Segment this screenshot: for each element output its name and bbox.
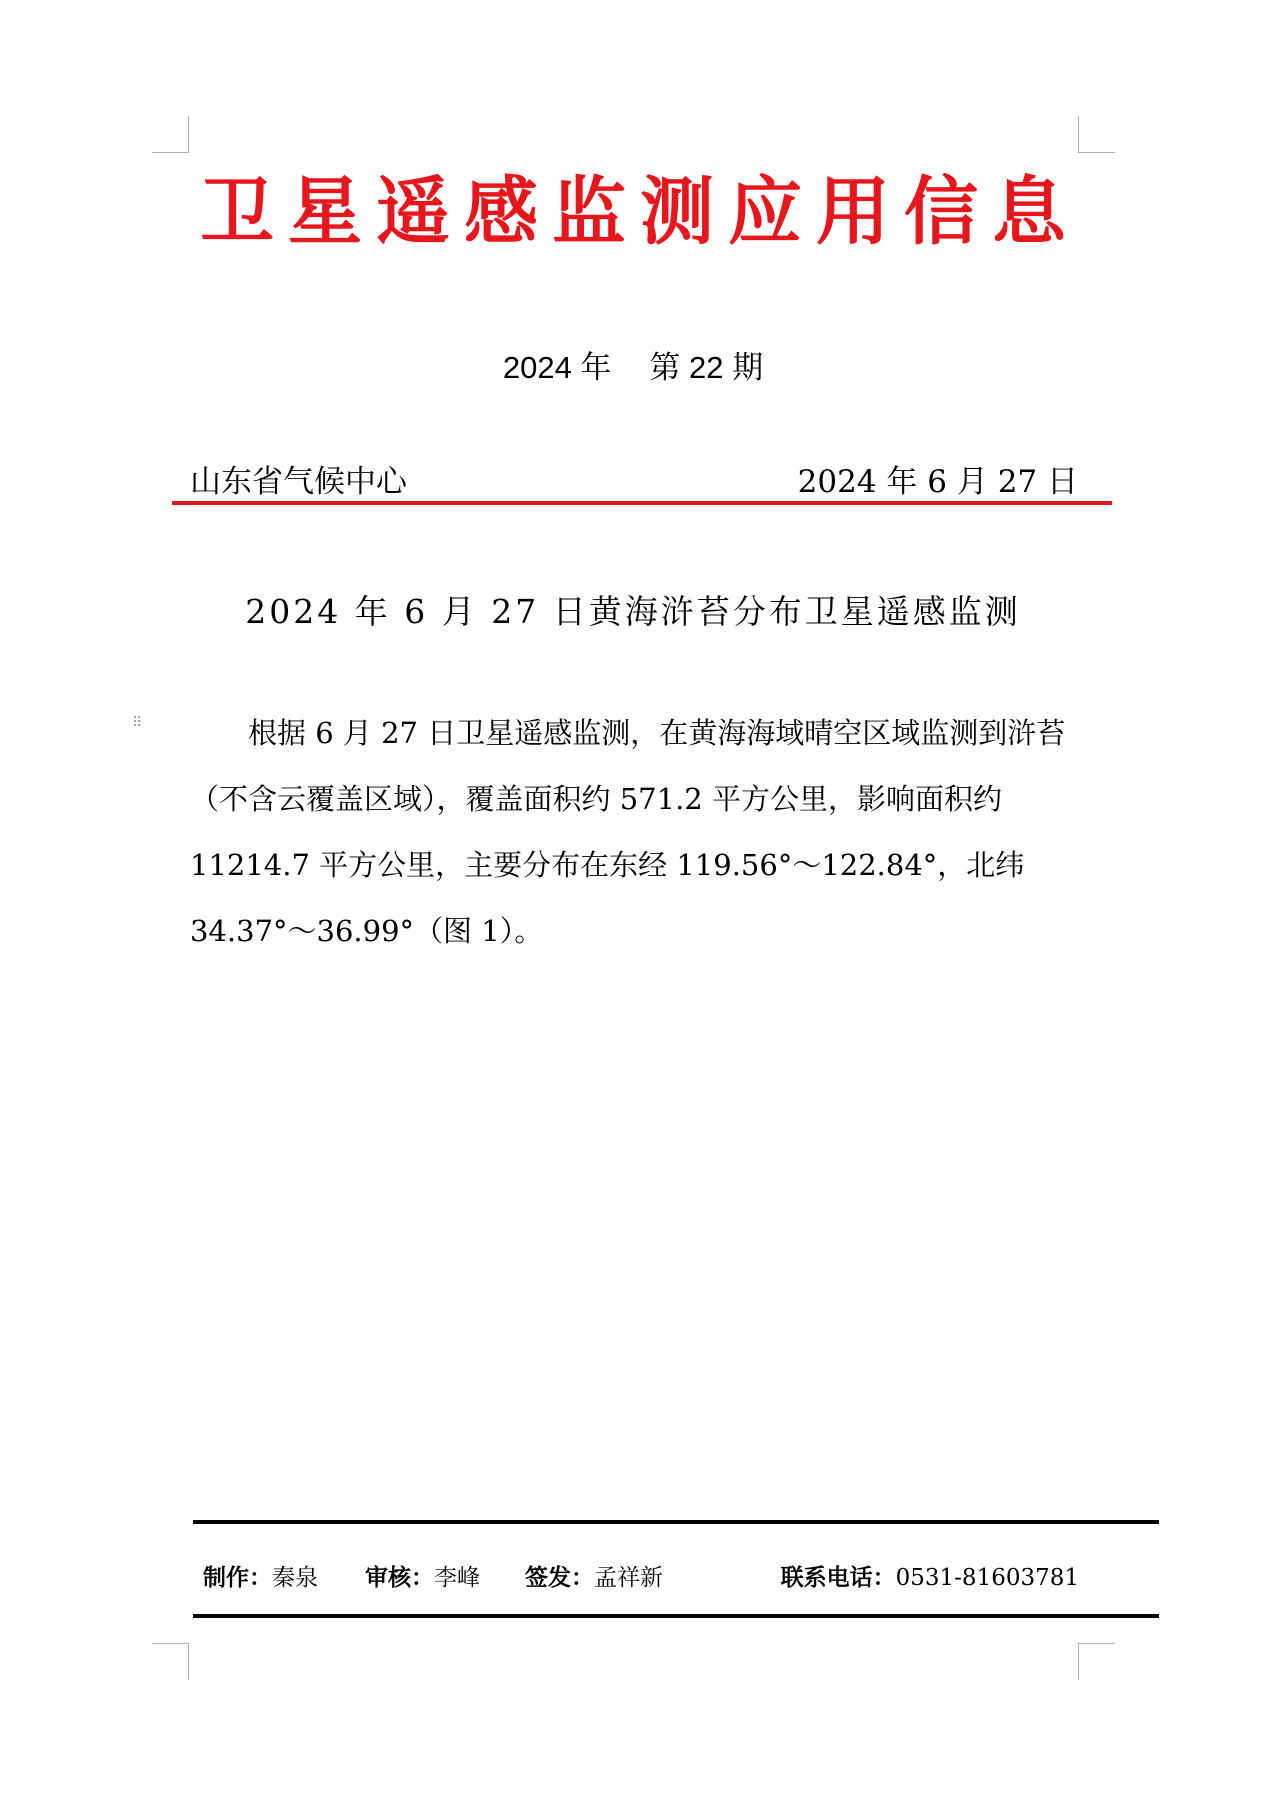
approver-credit (525, 1560, 663, 1596)
contact-phone: 0531-81603781 (895, 1565, 1079, 1591)
issue-date: 2024 年 6 月 27 日 (797, 464, 1078, 500)
issue-line (0, 352, 1266, 383)
producer-name: 秦泉 (272, 1565, 318, 1591)
article-paragraph: 根据 6 月 27 日卫星遥感监测，在黄海海域晴空区域监测到浒苔（不含云覆盖区域），覆盖面积约 571.2 平方公里，影响面积约 11214.7 平方公里，主要分布在东经 119.56°～122.84°，北纬 34.37°～36.99°（图 1）。 (190, 716, 1066, 948)
approver-label: 签发： (525, 1564, 594, 1591)
meta-row (190, 462, 1078, 502)
contact-credit (781, 1560, 1079, 1596)
crop-mark-top-right (1078, 116, 1115, 153)
red-divider (172, 501, 1112, 505)
article-body (190, 700, 1074, 964)
footer-credits (203, 1560, 1079, 1596)
crop-mark-bottom-left (152, 1643, 189, 1680)
approver-name: 孟祥新 (594, 1565, 663, 1591)
footer-top-rule (193, 1520, 1159, 1524)
producer-credit (203, 1560, 318, 1596)
issuing-organization: 山东省气候中心 (190, 464, 407, 500)
contact-label: 联系电话： (780, 1564, 896, 1591)
footer-bottom-rule (193, 1614, 1159, 1618)
reviewer-name: 李峰 (434, 1565, 480, 1591)
reviewer-label: 审核： (365, 1564, 434, 1591)
issue-year: 2024 年 (502, 350, 612, 385)
crop-mark-top-left (152, 116, 189, 153)
producer-label: 制作： (203, 1564, 272, 1591)
article-headline: 2024 年 6 月 27 日黄海浒苔分布卫星遥感监测 (245, 592, 1021, 631)
crop-mark-bottom-right (1078, 1643, 1115, 1680)
issue-number: 第 22 期 (649, 350, 764, 385)
masthead-title: 卫星遥感监测应用信息 (200, 169, 1080, 255)
drag-handle-icon[interactable]: ⠿ (132, 715, 143, 731)
reviewer-credit (365, 1560, 480, 1596)
